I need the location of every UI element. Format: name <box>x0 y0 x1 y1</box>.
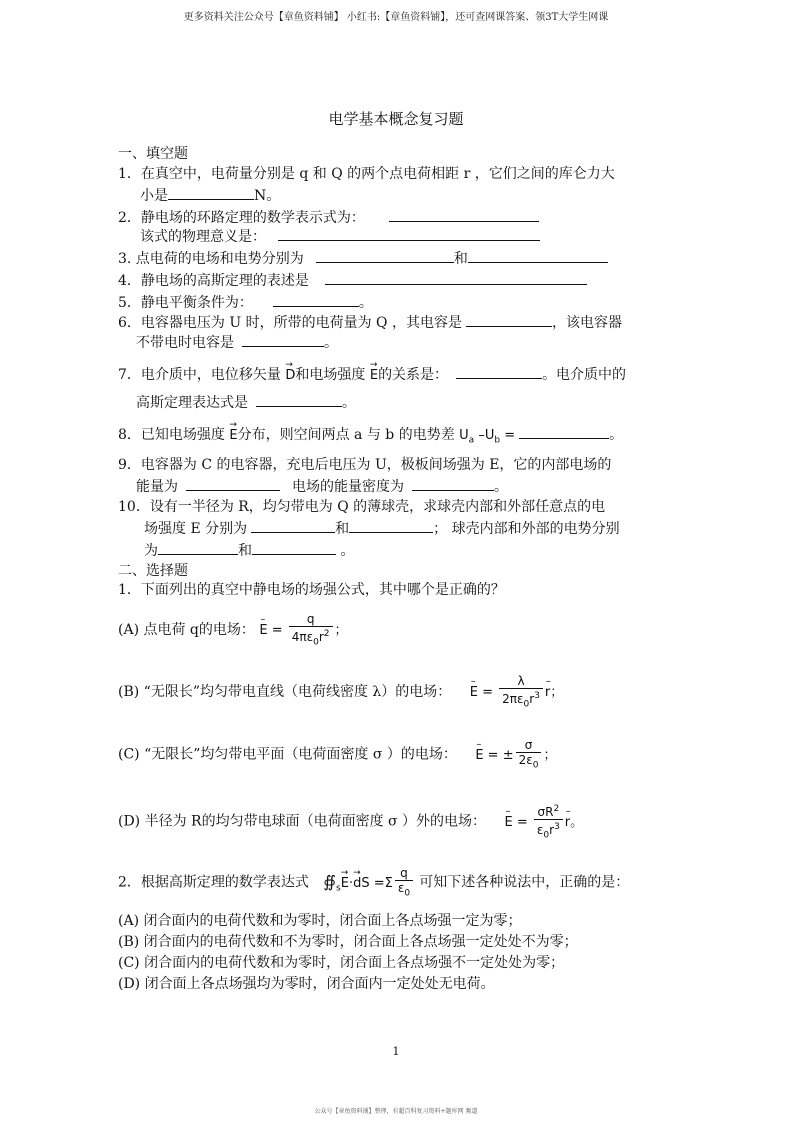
numerator-gauss: q <box>395 866 413 881</box>
option-b-text: (B) “无限长”均匀带电直线（电荷线密度 λ）的电场： <box>118 684 452 701</box>
den-b-sup: 3 <box>534 691 540 701</box>
fill-q10-blank-2 <box>349 518 433 533</box>
den-c-sub: 0 <box>532 760 539 771</box>
fill-q2-line2 <box>140 226 540 246</box>
choice-q2-stem <box>118 866 629 900</box>
fill-q10-end: 。 <box>336 543 355 559</box>
potential-difference-expr <box>459 428 516 446</box>
numerator-b: λ <box>499 674 543 689</box>
fraction-gauss <box>395 866 413 900</box>
fill-q1-blank <box>168 185 254 200</box>
fill-q10-and-1: 和 <box>335 521 350 537</box>
vector-E-gauss: → E <box>341 875 349 893</box>
fill-q6-text-2: ，该电容器 <box>551 315 622 331</box>
fill-q9-line2 <box>136 476 508 496</box>
option-c-text: (C) “无限长”均匀带电平面（电荷面密度 σ ）的电场： <box>118 746 457 763</box>
fill-q3-text: 3. 点电荷的电场和电势分别为 <box>118 251 304 267</box>
den-b-part1: 2πε <box>502 692 524 706</box>
formula-c <box>475 738 557 771</box>
fill-q5-blank <box>273 292 359 307</box>
choice-q2-option-c: (C) 闭合面内的电荷代数和为零时，闭合面上各点场强不一定处处为零； <box>118 955 565 971</box>
vector-E-symbol: → E <box>370 367 378 385</box>
fill-q9-text-2: 电场的能量密度为 <box>292 479 404 495</box>
fill-q4-blank <box>325 270 587 285</box>
fill-q6-end: 。 <box>324 335 338 351</box>
fill-q9-blank-1 <box>186 476 280 491</box>
fill-q4-text: 4．静电场的高斯定理的表述是 <box>118 273 309 289</box>
end-b: ； <box>550 685 564 701</box>
gauss-law-formula <box>323 866 419 899</box>
fraction-a <box>289 612 333 649</box>
vector-dS: → dS <box>353 875 370 893</box>
fill-q8 <box>118 424 623 450</box>
fill-q6-line1 <box>118 312 622 332</box>
page-number: 1 <box>392 1045 400 1058</box>
den-d-r: r <box>549 823 555 837</box>
fill-q10-blank-1 <box>251 518 335 533</box>
E-symbol-a: – E <box>259 622 267 640</box>
equals-d: = <box>512 814 532 830</box>
choice-q2-text-2: 可知下述各种说法中，正确的是： <box>419 874 630 891</box>
equals-a: = <box>267 623 287 639</box>
fill-q8-blank <box>519 424 609 439</box>
fill-q6-line2 <box>136 332 338 352</box>
fill-q10-line2 <box>144 518 620 538</box>
fill-q3-and: 和 <box>453 251 468 267</box>
fill-q2-text-2: 该式的物理意义是： <box>140 229 266 245</box>
surface-integral-symbol: ∯ <box>323 871 336 891</box>
fill-q10-and-2: 和 <box>238 543 252 559</box>
den-b-sub: 0 <box>523 699 530 710</box>
fill-q6-blank-1 <box>466 312 552 327</box>
fill-q10-text-3: 为 <box>144 543 158 559</box>
numerator-a: q <box>289 612 333 627</box>
fraction-c <box>516 738 542 772</box>
den-a-sup: 2 <box>323 629 330 639</box>
fill-q7-end: 。 <box>342 395 356 411</box>
fraction-d <box>534 802 563 842</box>
fill-q10-line3 <box>144 540 354 560</box>
E-symbol-b: – E <box>470 684 478 702</box>
den-gauss-sub: 0 <box>404 888 411 899</box>
choice-q2-option-a: (A) 闭合面内的电荷代数和为零时，闭合面上各点场强一定为零； <box>118 913 522 929</box>
vector-D-symbol: → D <box>285 367 295 385</box>
choice-q2-option-d: (D) 闭合面上各点场强均为零时，闭合面内一定处处无电荷。 <box>118 976 495 992</box>
fill-q1-suffix: N。 <box>254 188 281 204</box>
den-d-sub: 0 <box>543 830 550 841</box>
fill-q10-blank-4 <box>252 540 336 555</box>
fill-q9-blank-2 <box>412 476 494 491</box>
fill-q4 <box>118 270 587 290</box>
page-header-banner: 更多资料关注公众号【章鱼资料铺】 小红书:【章鱼资料铺】，还可查网课答案、领3T大学生网课 <box>183 12 609 23</box>
den-d-sup: 3 <box>554 822 560 832</box>
fill-q2-blank-1 <box>389 207 539 222</box>
numerator-c: σ <box>516 738 542 753</box>
fill-q2-line1 <box>118 207 539 227</box>
den-a-part1: 4πε <box>291 630 314 644</box>
potential-U-b: –U <box>474 428 495 443</box>
choice-q1-option-c <box>118 738 556 772</box>
end-d: 。 <box>570 814 584 830</box>
option-a-text: (A) 点电荷 q的电场： <box>118 622 255 639</box>
formula-a <box>259 612 348 648</box>
fill-q10-line1: 10．设有一半径为 R，均匀带电为 Q 的薄球壳，求球壳内部和外部任意点的电 <box>118 499 606 515</box>
fill-q2-text: 2．静电场的环路定理的数学表示式为： <box>118 210 365 226</box>
r-vector-d: – r <box>565 814 570 832</box>
fill-q7-blank-2 <box>256 392 342 407</box>
E-symbol-c: – E <box>475 747 483 765</box>
formula-b <box>469 674 564 710</box>
fill-q5-end: 。 <box>358 295 373 311</box>
fill-q8-end: 。 <box>609 427 624 443</box>
den-c-part1: 2ε <box>518 753 533 767</box>
fill-q6-text: 6．电容器电压为 U 时，所带的电荷量为 Q ，其电容是 <box>118 315 462 331</box>
choice-q2-text: 2．根据高斯定理的数学表达式 <box>118 874 309 891</box>
fill-q9-text: 能量为 <box>136 479 178 495</box>
denominator-d <box>534 820 563 842</box>
end-c: ； <box>543 747 557 763</box>
equals-sign: = <box>500 428 516 443</box>
equals-b: = <box>477 685 498 701</box>
num-d-part1: σR <box>537 805 554 819</box>
choice-q1-stem: 1．下面列出的真空中静电场的场强公式，其中哪个是正确的？ <box>118 582 505 598</box>
potential-U-a: U <box>459 428 469 443</box>
fill-q2-blank-2 <box>278 226 540 241</box>
choice-q2-option-b: (B) 闭合面内的电荷代数和不为零时，闭合面上各点场强一定处处不为零； <box>118 934 578 950</box>
fill-q9-line1: 9．电容器为 C 的电容器，充电后电压为 U，极板间场强为 E，它的内部电场的 <box>118 457 612 473</box>
num-d-sup: 2 <box>553 804 560 814</box>
fill-q5 <box>118 292 373 312</box>
denominator-c <box>516 753 542 772</box>
fill-q3 <box>118 248 608 268</box>
fill-q7-blank-1 <box>456 364 542 379</box>
denominator-b <box>499 689 543 711</box>
page-footer: 公众号【章鱼资料铺】整理，有超百科复习资料+题库网 频道 <box>314 1108 478 1115</box>
fill-q9-end: 。 <box>494 479 508 495</box>
den-gauss-eps: ε <box>397 881 405 895</box>
fill-q3-blank-2 <box>468 248 608 263</box>
subscript-a: a <box>468 435 475 446</box>
fill-q10-text: 场强度 E 分别为 <box>144 521 248 537</box>
equals-c: = ± <box>483 747 514 763</box>
fill-q6-blank-2 <box>242 332 324 347</box>
end-a: ； <box>334 623 348 639</box>
fill-q8-text-2: 分布，则空间两点 a 与 b 的电势差 <box>237 427 455 443</box>
choice-q1-option-a <box>118 612 348 649</box>
fill-q5-text: 5．静电平衡条件为： <box>118 295 253 311</box>
numerator-d <box>534 802 563 820</box>
fill-q10-blank-3 <box>158 540 238 555</box>
fill-q7-text-2: 和电场强度 <box>295 367 366 383</box>
fill-q1-line1: 1．在真空中，电荷量分别是 q 和 Q 的两个点电荷相距 r ，它们之间的库仑力大 <box>118 166 615 182</box>
integral-subscript-s: s <box>336 883 341 894</box>
fill-q8-text: 8．已知电场强度 <box>118 427 225 443</box>
subscript-b: b <box>494 435 501 446</box>
fill-q7-text-5: 高斯定理表达式是 <box>136 395 248 411</box>
fill-q1-prefix: 小是 <box>140 188 168 204</box>
fill-q10-text-2: ； 球壳内部和外部的电势分别 <box>433 521 620 537</box>
choice-q1-option-d <box>118 802 583 842</box>
den-b-r: r <box>529 692 535 706</box>
section-choice-heading: 二、选择题 <box>118 563 188 579</box>
den-a-r: r <box>318 630 324 644</box>
fill-q7-line1 <box>118 364 626 385</box>
den-d-part1: ε <box>536 823 544 837</box>
vector-E-symbol-q8: → E <box>229 427 237 445</box>
fill-q6-text-3: 不带电时电容是 <box>136 335 234 351</box>
denominator-gauss <box>395 881 413 900</box>
section-fill-heading: 一、填空题 <box>118 146 188 162</box>
den-a-sub: 0 <box>313 637 319 648</box>
fill-q7-text-4: 。电介质中的 <box>542 367 627 383</box>
E-symbol-d: – E <box>505 814 513 832</box>
fill-q7-text-3: 的关系是： <box>378 367 449 383</box>
fill-q3-blank-1 <box>316 248 454 263</box>
option-d-text: (D) 半径为 R的均匀带电球面（电荷面密度 σ ）外的电场： <box>118 813 487 830</box>
fraction-b <box>499 674 543 711</box>
fill-q7-line2 <box>136 392 356 412</box>
fill-q7-text: 7．电介质中，电位移矢量 <box>118 367 281 383</box>
choice-q1-option-b <box>118 674 563 711</box>
r-vector-b: – r <box>545 684 550 702</box>
denominator-a <box>289 627 333 649</box>
dot-product: · <box>348 875 354 891</box>
document-title: 电学基本概念复习题 <box>328 110 464 128</box>
fill-q1-line2 <box>140 185 280 205</box>
equals-sum: =Σ <box>369 875 393 891</box>
